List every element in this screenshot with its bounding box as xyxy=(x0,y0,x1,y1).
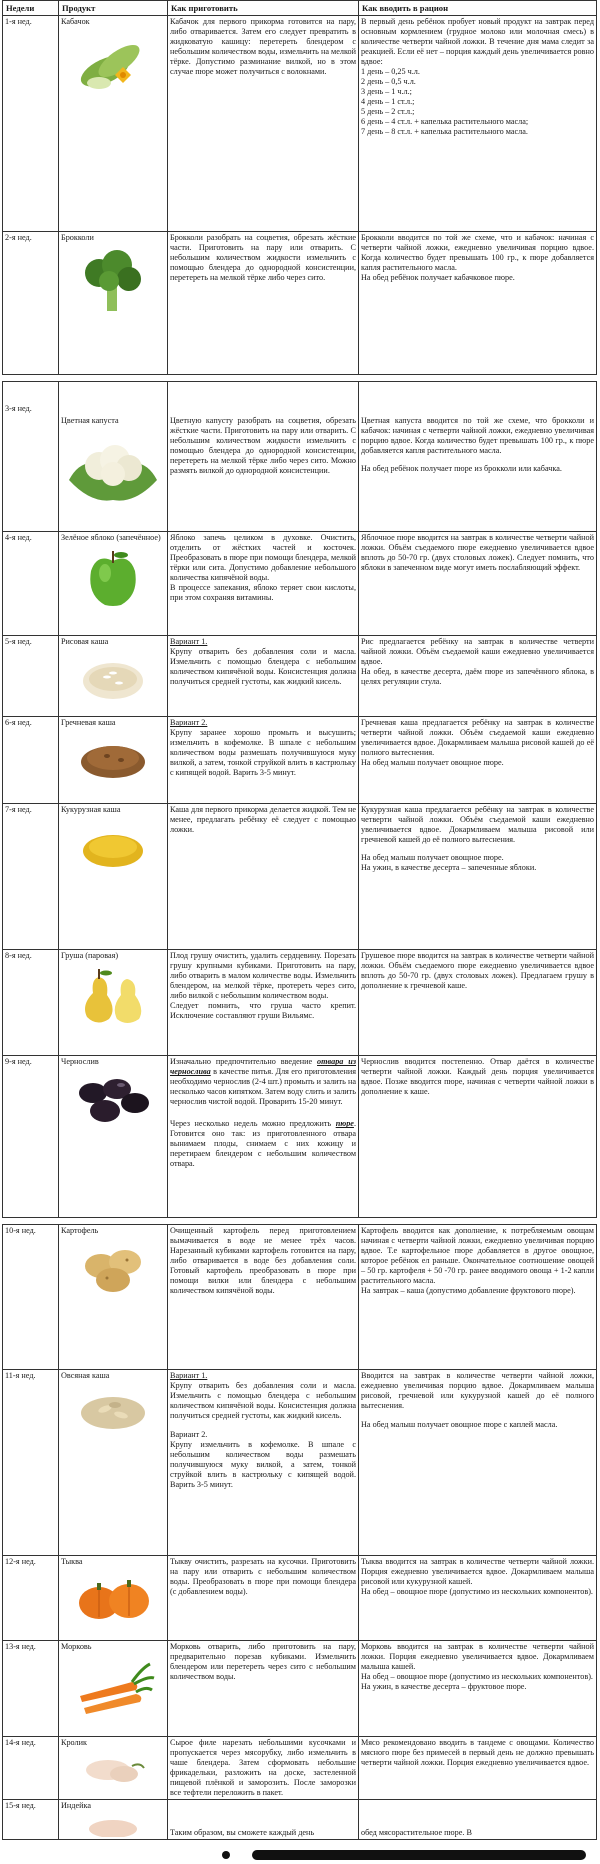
prepare-cell: Тыкву очистить, разрезать на кусочки. Приготовить на пару или отварить с небольшим количеством воды. Преобразовать в пюре при помощи блендера (с добавлением воды). xyxy=(168,1556,359,1641)
introduce-cell: Кукурузная каша предлагается ребёнку на завтрак в количестве четверти чайной ложки. Объём съедаемой каши ежедневно увеличивается вдвое. Докармливаем малыша рисовой или гречневой кашей до её полного вытеснения. На обед малыш получает овощное пюре. На ужин, в качестве десерта – запеченные яблоки. xyxy=(359,804,597,950)
product-name: Тыква xyxy=(61,1557,83,1567)
introduce-cell: Брокколи вводится по той же схеме, что и кабачок: начиная с четверти чайной ложки, ежедневно увеличивая порцию вдвое. Когда количество будет превышать 100 гр., к пюре добавляется капля растительного масла. На обед ребёнок получает кабачковое пюре. xyxy=(359,232,597,375)
dosage-item: 4 день – 1 ст.л.; xyxy=(361,97,415,107)
product-cell xyxy=(59,950,168,1056)
introduce-cell: Мясо рекомендовано вводить в тандеме с овощами. Количество мясного пюре без примесей в первый день не должно превышать четверти чайной ложки. Порция ежедневно увеличивается вдвое. xyxy=(359,1737,597,1800)
introduce-cell: Яблочное пюре вводится на завтрак в количестве четверти чайной ложки. Объём съедаемого пюре ежедневно увеличивается вдвое вплоть до 50-70 гр. (двух столовых ложек). Следует помнить, что яблоки в запеченном виде могут иметь послабляющий эффект. xyxy=(359,532,597,636)
product-cell xyxy=(59,1737,168,1800)
green-apple-image xyxy=(83,547,143,609)
product-name: Гречневая каша xyxy=(61,718,116,728)
product-cell xyxy=(59,16,168,232)
week-cell: 6-я нед. xyxy=(3,717,59,804)
introduce-cell: Морковь вводится на завтрак в количестве четверти чайной ложки. Порция ежедневно увеличивается вдвое. Докармливаем малыша кашей. На обед – овощное пюре (допустимо из нескольких компонентов). На ужин, в качестве десерта – фруктовое пюре. xyxy=(359,1641,597,1737)
product-name: Кукурузная каша xyxy=(61,805,121,815)
table-row xyxy=(3,1737,597,1800)
dosage-item: 3 день – 1 ч.л.; xyxy=(361,87,412,97)
product-cell xyxy=(59,1056,168,1218)
scroll-indicator-dot[interactable] xyxy=(222,1851,230,1859)
product-cell xyxy=(59,532,168,636)
turkey-meat-image xyxy=(83,1815,143,1837)
week-cell: 12-я нед. xyxy=(3,1556,59,1641)
table-row xyxy=(3,1370,597,1556)
introduce-cell: Гречневая каша предлагается ребёнку на завтрак в количестве четверти чайной ложки. Объём съедаемой каши ежедневно увеличивается вдвое. Докармливаем малыша рисовой кашей до её полного вытеснения. На обед малыш получает овощное пюре. xyxy=(359,717,597,804)
prunes-image xyxy=(71,1071,155,1133)
introduce-cell: Тыква вводится на завтрак в количестве четверти чайной ложки. Порция ежедневно увеличивается вдвое. Докармливаем малыша рисовой или кукурузной кашей. На обед – овощное пюре (допустимо из нескольких компонентов). xyxy=(359,1556,597,1641)
header-product: Продукт xyxy=(59,1,168,16)
prepare-cell: Каша для первого прикорма делается жидкой. Тем не менее, предлагать ребёнку её следует с помощью ложки. xyxy=(168,804,359,950)
product-cell xyxy=(59,1556,168,1641)
week-cell: 14-я нед. xyxy=(3,1737,59,1800)
feeding-schedule-document xyxy=(2,0,596,1840)
product-name: Морковь xyxy=(61,1642,92,1652)
prepare-cell: Яблоко запечь целиком в духовке. Очистить, отделить от жёстких частей и косточек. Преобразовать в пюре при помощи блендера, мелкой тёрки или сита. Допустимо добавление небольшого количества кипячёной воды. В процессе запекания, яблоко теряет свои кислоты, при этом сохраняя витамины. xyxy=(168,532,359,636)
page-break xyxy=(3,1218,597,1225)
table-row xyxy=(3,950,597,1056)
prepare-cell: Вариант 2. Крупу заранее хорошо промыть и высушить; измельчить в кофемолке. В шпале с небольшим количеством воды размешать получившуюся муку вилкой, а затем, тонкой струйкой влить в кастрюльку с кипящей водой. Варить 3-5 минут. xyxy=(168,717,359,804)
product-cell xyxy=(59,232,168,375)
product-name: Зелёное яблоко (запечённое) xyxy=(61,533,161,543)
prepare-cell: Цветную капусту разобрать на соцветия, обрезать жёсткие части. Приготовить на пару или отварить. С небольшим количеством жидкости измельчить с помощью блендера до однородной консистенции, перетереть на мелкой тёрке либо через сито. Можно размять вилкой до однородной консистенции. xyxy=(168,382,359,532)
rabbit-meat-image xyxy=(78,1752,148,1788)
week-cell: 13-я нед. xyxy=(3,1641,59,1737)
prepare-cell: Вариант 1. Крупу отварить без добавления соли и масла. Измельчить с помощью блендера с небольшим количеством кипячёной воды. Консистенция должна получиться средней густоты, как жидкий кисель. xyxy=(168,636,359,717)
week-cell: 15-я нед. xyxy=(3,1800,59,1840)
introduce-cell: Картофель вводится как дополнение, к потребляемым овощам начиная с четверти чайной ложки, ежедневно увеличивая порцию вдвое. Т.е картофельное пюре добавляется в другое овощное, которое ребёнок ел раньше. Окончательное соотношение овощей – 50 гр. картофеля + 50 -70 гр. ранее вводимого овоща + 1-2 капли растительного масла. На завтрак – каша (допустимо добавление фруктового пюре). xyxy=(359,1225,597,1370)
dosage-item: 7 день – 8 ст.л. + капелька растительного масла. xyxy=(361,127,528,137)
product-name: Картофель xyxy=(61,1226,99,1236)
header-prepare: Как приготовить xyxy=(168,1,359,16)
product-cell xyxy=(59,804,168,950)
introduce-cell: Цветная капуста вводится по той же схеме, что брокколи и кабачок: начиная с четверти чайной ложки, ежедневно увеличивая порцию вдвое. Когда количество будет превышать 100 гр., к пюре добавляется капля растительного масла. На обед ребёнок получает пюре из брокколи или кабачка. xyxy=(359,382,597,532)
zucchini-image xyxy=(75,31,151,99)
product-cell xyxy=(59,1800,168,1840)
cornmeal-image xyxy=(78,823,148,871)
carrot-image xyxy=(70,1656,156,1718)
table-row xyxy=(3,1556,597,1641)
table-row xyxy=(3,1225,597,1370)
product-name: Кролик xyxy=(61,1738,87,1748)
prepare-cell: Плод грушу очистить, удалить сердцевину. Порезать грушу крупными кубиками. Приготовить на пару, либо отварить в малом количестве воды. Измельчить блендером, на мелкой тёрке, протереть через сито, либо вилкой с небольшим количеством воды. Следует помнить, что груша часто крепит. Исключение составляют груши Вильямс. xyxy=(168,950,359,1056)
product-cell xyxy=(59,1370,168,1556)
feeding-table xyxy=(2,0,597,1840)
prepare-cell: Сырое филе нарезать небольшими кусочками и пропускается через мясорубку, либо измельчить в чаше блендера. Затем сформовать небольшие фрикадельки, разложить на доске, застеленной пищевой плёнкой и заморозить. После заморозки все тефтели переложить в пакет. xyxy=(168,1737,359,1800)
pumpkin-image xyxy=(73,1571,153,1623)
table-row xyxy=(3,1641,597,1737)
rice-image xyxy=(77,651,149,703)
product-name: Чернослив xyxy=(61,1057,99,1067)
product-name: Кабачок xyxy=(61,17,90,27)
table-row xyxy=(3,636,597,717)
product-cell xyxy=(59,382,168,532)
product-name: Овсяная каша xyxy=(61,1371,110,1381)
table-row xyxy=(3,382,597,532)
table-row xyxy=(3,532,597,636)
prepare-cell: Таким образом, вы сможете каждый день xyxy=(168,1800,359,1840)
buckwheat-image xyxy=(77,732,149,782)
oats-image xyxy=(75,1385,151,1433)
introduce-cell: В первый день ребёнок пробует новый продукт на завтрак перед основным кормлением (грудное молоко или молочная смесь) в количестве четверти чайной ложки. В течение дня мама следит за реакцией. Если её нет – порция каждый день увеличивается ровно вдвое: 1 день – 0,25 ч.л. 2 день – 0,5 ч.л. 3 день – 1 ч.л.; 4 день – 1 ст.л.; 5 день – 2 ст.л.; 6 день – 4 ст.л. + капелька растительного масла; 7 день – 8 ст.л. + капелька растительного масла. xyxy=(359,16,597,232)
product-cell xyxy=(59,636,168,717)
week-cell: 11-я нед. xyxy=(3,1370,59,1556)
prepare-cell: Кабачок для первого прикорма готовится на пару, либо отваривается. Затем его следует превратить в жидковатую кашицу: перетереть блендером с небольшим количеством воды, измельчить на мелкой тёрке. Допустимо разминание вилкой, но в этом случае пюре может получиться с волокнами. xyxy=(168,16,359,232)
header-weeks: Недели xyxy=(3,1,59,16)
week-cell: 3-я нед. xyxy=(3,382,59,532)
table-row xyxy=(3,804,597,950)
introduce-cell: Вводится на завтрак в количестве четверти чайной ложки, ежедневно увеличивая порцию вдвое. Докармливаем малыша рисовой, гречневой или кукурузной кашей до её полного вытеснения. На обед малыш получает овощное пюре с каплей масла. xyxy=(359,1370,597,1556)
introduce-cell: Рис предлагается ребёнку на завтрак в количестве четверти чайной ложки. Объём съедаемой каши ежедневно увеличивается вдвое. На обед, в качестве десерта, даём пюре из запечённого яблока, в целях регуляции стула. xyxy=(359,636,597,717)
introduce-cell: Чернослив вводится постепенно. Отвар даётся в количестве четверти чайной ложки. Каждый день порция увеличивается вдвое. Позже вводится пюре, начиная с четверти чайной ложки в дополнение к каше. xyxy=(359,1056,597,1218)
page-break xyxy=(3,375,597,382)
table-row xyxy=(3,1056,597,1218)
product-cell xyxy=(59,1225,168,1370)
broccoli-image xyxy=(77,247,149,315)
prepare-cell: Очищенный картофель перед приготовлением вымачивается в воде не менее трёх часов. Нарезанный кубиками картофель готовится на пару, либо отваривается в воде без добавления соли. Готовый картофель преобразовать в пюре при помощи вилки или блендера с небольшим количеством кипячёной воды. xyxy=(168,1225,359,1370)
prepare-cell: Вариант 1. Крупу отварить без добавления соли и масла. Измельчить с помощью блендера с небольшим количеством кипячёной воды. Консистенция должна получиться средней густоты, как жидкий кисель. Вариант 2. Крупу измельчить в кофемолке. В шпале с небольшим количеством воды размешать получившуюся муку вилкой, а затем, тонкой струйкой влить в кастрюльку с кипящей водой. Варить 3-5 минут. xyxy=(168,1370,359,1556)
dosage-item: 6 день – 4 ст.л. + капелька растительного масла; xyxy=(361,117,529,127)
week-cell: 1-я нед. xyxy=(3,16,59,232)
pear-image xyxy=(73,965,153,1029)
prepare-cell: Брокколи разобрать на соцветия, обрезать жёсткие части. Приготовить на пару или отварить. С небольшим количеством жидкости измельчить с помощью блендера до однородной консистенции, перетереть на мелкой тёрке либо через сито. xyxy=(168,232,359,375)
dosage-item: 2 день – 0,5 ч.л. xyxy=(361,77,416,87)
week-cell: 2-я нед. xyxy=(3,232,59,375)
cauliflower-image xyxy=(65,430,161,508)
product-name: Груша (паровая) xyxy=(61,951,119,961)
header-introduce: Как вводить в рацион xyxy=(359,1,597,16)
scrollbar[interactable] xyxy=(252,1850,586,1860)
potato-image xyxy=(77,1240,149,1298)
week-cell: 7-я нед. xyxy=(3,804,59,950)
week-cell: 8-я нед. xyxy=(3,950,59,1056)
table-row xyxy=(3,1800,597,1840)
introduce-cell: обед мясорастительное пюре. В xyxy=(359,1800,597,1840)
prepare-cell: Изначально предпочтительно введение отвара из чернослива в качестве питья. Для его приготовления необходимо чернослив (2-4 шт.) промыть и залить на несколько часов кипятком. Затем воду слить и залить чернослив чистой водой. Проварить 15-20 минут. Через несколько недель можно предложить пюре. Готовится оно так: из приготовленного отвара вынимаем плоды, снимаем с них кожицу и перетираем блендером с небольшим количеством отвара. xyxy=(168,1056,359,1218)
product-name: Индейка xyxy=(61,1801,91,1811)
dosage-item: 5 день – 2 ст.л.; xyxy=(361,107,415,117)
prepare-cell: Морковь отварить, либо приготовить на пару, предварительно порезав кубиками. Измельчить блендером или перетереть через сито с небольшим количеством воды. xyxy=(168,1641,359,1737)
product-cell xyxy=(59,717,168,804)
product-name: Рисовая каша xyxy=(61,637,109,647)
product-name: Брокколи xyxy=(61,233,94,243)
week-cell: 5-я нед. xyxy=(3,636,59,717)
table-row xyxy=(3,717,597,804)
dosage-item: 1 день – 0,25 ч.л. xyxy=(361,67,420,77)
week-cell: 9-я нед. xyxy=(3,1056,59,1218)
table-header xyxy=(3,1,597,16)
week-cell: 4-я нед. xyxy=(3,532,59,636)
week-cell: 10-я нед. xyxy=(3,1225,59,1370)
product-name: Цветная капуста xyxy=(61,416,119,426)
product-cell xyxy=(59,1641,168,1737)
table-row xyxy=(3,16,597,232)
table-row xyxy=(3,232,597,375)
introduce-cell: Грушевое пюре вводится на завтрак в количестве четверти чайной ложки. Объём съедаемого пюре ежедневно увеличивается вдвое вплоть до 50-70 гр. (двух столовых ложек). Предлагаем грушу в дополнение к гречневой каше. xyxy=(359,950,597,1056)
